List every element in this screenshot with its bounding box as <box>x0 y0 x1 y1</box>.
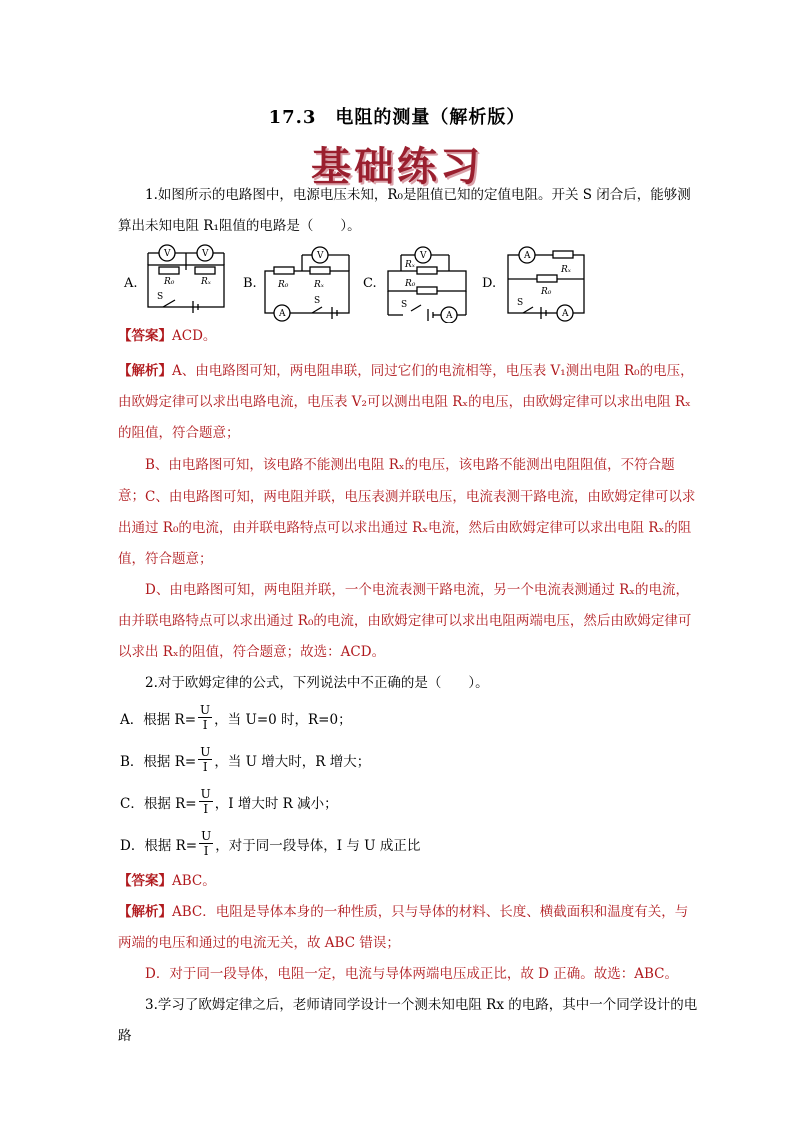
svg-text:R₀: R₀ <box>164 277 175 287</box>
question-1-answer: 【答案】ACD。 <box>118 328 217 344</box>
option-b-label: B. <box>243 276 257 291</box>
svg-text:Rₓ: Rₓ <box>561 265 571 275</box>
question-2-option-d: D． 根据 R= $\frac{U}{I}$ ，对于同一段导体，I 与 U 成正比 <box>120 829 421 858</box>
svg-text:Rₓ: Rₓ <box>201 277 211 287</box>
svg-text:Rₓ: Rₓ <box>405 260 415 270</box>
question-2-option-a: A． 根据 R= $\frac{U}{I}$ ，当 U=0 时，R=0； <box>120 703 352 732</box>
svg-text:A: A <box>524 251 531 261</box>
question-1-analysis-b: B、由电路图可知，该电路不能测出电阻 Rₓ的电压，该电路不能测出电阻阻值，不符合题意； <box>118 457 675 504</box>
question-3-stem: 3.学习了欧姆定律之后，老师请同学设计一个测未知电阻 Rx 的电路，其中一个同学设计的电路 <box>118 997 698 1044</box>
question-2-option-c: C． 根据 R= $\frac{U}{I}$ ，I 增大时 R 减小； <box>120 787 338 816</box>
svg-text:V: V <box>202 249 209 259</box>
question-2-stem: 2.对于欧姆定律的公式，下列说法中不正确的是（ ）。 <box>145 675 489 691</box>
svg-text:Rₓ: Rₓ <box>314 280 324 290</box>
question-1-analysis-d: D、由电路图可知，两电阻并联，一个电流表测干路电流，另一个电流表测通过 Rₓ的电流，由并联电路特点可以求出通过 R₀的电流，由欧姆定律可以求出电阻两端电压，然后由欧姆定律可以求出 Rₓ的阻值，符合题意；故选：ACD。 <box>118 582 692 660</box>
question-2-analysis-1: 【解析】ABC．电阻是导体本身的一种性质，只与导体的材料、长度、横截面积和温度有关，与两端的电压和通过的电流无关，故 ABC 错误； <box>118 904 689 951</box>
svg-text:R₀: R₀ <box>405 279 416 289</box>
circuit-diagram-d <box>505 243 587 323</box>
ohm-formula: $\frac{U}{I}$ <box>200 703 211 732</box>
svg-text:A: A <box>279 309 286 319</box>
svg-text:R₀: R₀ <box>278 280 289 290</box>
section-banner: 基础练习 <box>311 144 483 190</box>
option-d-label: D. <box>482 276 497 291</box>
page-title: 17.3 电阻的测量（解析版） <box>268 107 526 128</box>
svg-text:R₀: R₀ <box>541 287 552 297</box>
question-2-option-b: B． 根据 R= $\frac{U}{I}$ ，当 U 增大时，R 增大； <box>120 745 371 774</box>
circuit-diagram-b <box>262 243 352 323</box>
svg-text:S: S <box>401 300 408 310</box>
svg-text:V: V <box>317 251 324 261</box>
ohm-formula: $\frac{U}{I}$ <box>200 787 211 816</box>
svg-text:A: A <box>446 311 453 321</box>
svg-text:S: S <box>314 296 321 306</box>
svg-text:V: V <box>164 249 171 259</box>
svg-text:V: V <box>420 251 427 261</box>
question-1-analysis-c: C、由电路图可知，两电阻并联，电压表测并联电压，电流表测干路电流，由欧姆定律可以求出通过 R₀的电流，由并联电路特点可以求出通过 Rₓ电流，然后由欧姆定律可以求出电阻 Rₓ的阻值，符合题意； <box>118 489 696 567</box>
ohm-formula: $\frac{U}{I}$ <box>201 829 212 858</box>
svg-text:S: S <box>517 298 524 308</box>
svg-text:S: S <box>157 292 164 302</box>
circuit-diagram-c <box>383 243 471 323</box>
ohm-formula: $\frac{U}{I}$ <box>200 745 211 774</box>
option-a-label: A. <box>124 276 138 291</box>
question-1-analysis-a: 【解析】A、由电路图可知，两电阻串联，同过它们的电流相等，电压表 V₁测出电阻 R₀的电压，由欧姆定律可以求出电路电流，电压表 V₂可以测出电阻 Rₓ的电压，由欧姆定律可以求出电阻 Rₓ的阻值，符合题意； <box>118 363 694 441</box>
svg-text:A: A <box>562 309 569 319</box>
circuit-diagram-a <box>145 243 227 315</box>
question-2-analysis-2: D．对于同一段导体，电阻一定，电流与导体两端电压成正比，故 D 正确。故选：ABC。 <box>145 966 678 982</box>
question-1-stem: 1.如图所示的电路图中，电源电压未知，R₀是阻值已知的定值电阻。开关 S 闭合后，能够测算出未知电阻 R₁阻值的电路是（ ）。 <box>118 187 691 234</box>
option-c-label: C. <box>363 276 377 291</box>
question-2-answer: 【答案】ABC。 <box>118 873 216 889</box>
